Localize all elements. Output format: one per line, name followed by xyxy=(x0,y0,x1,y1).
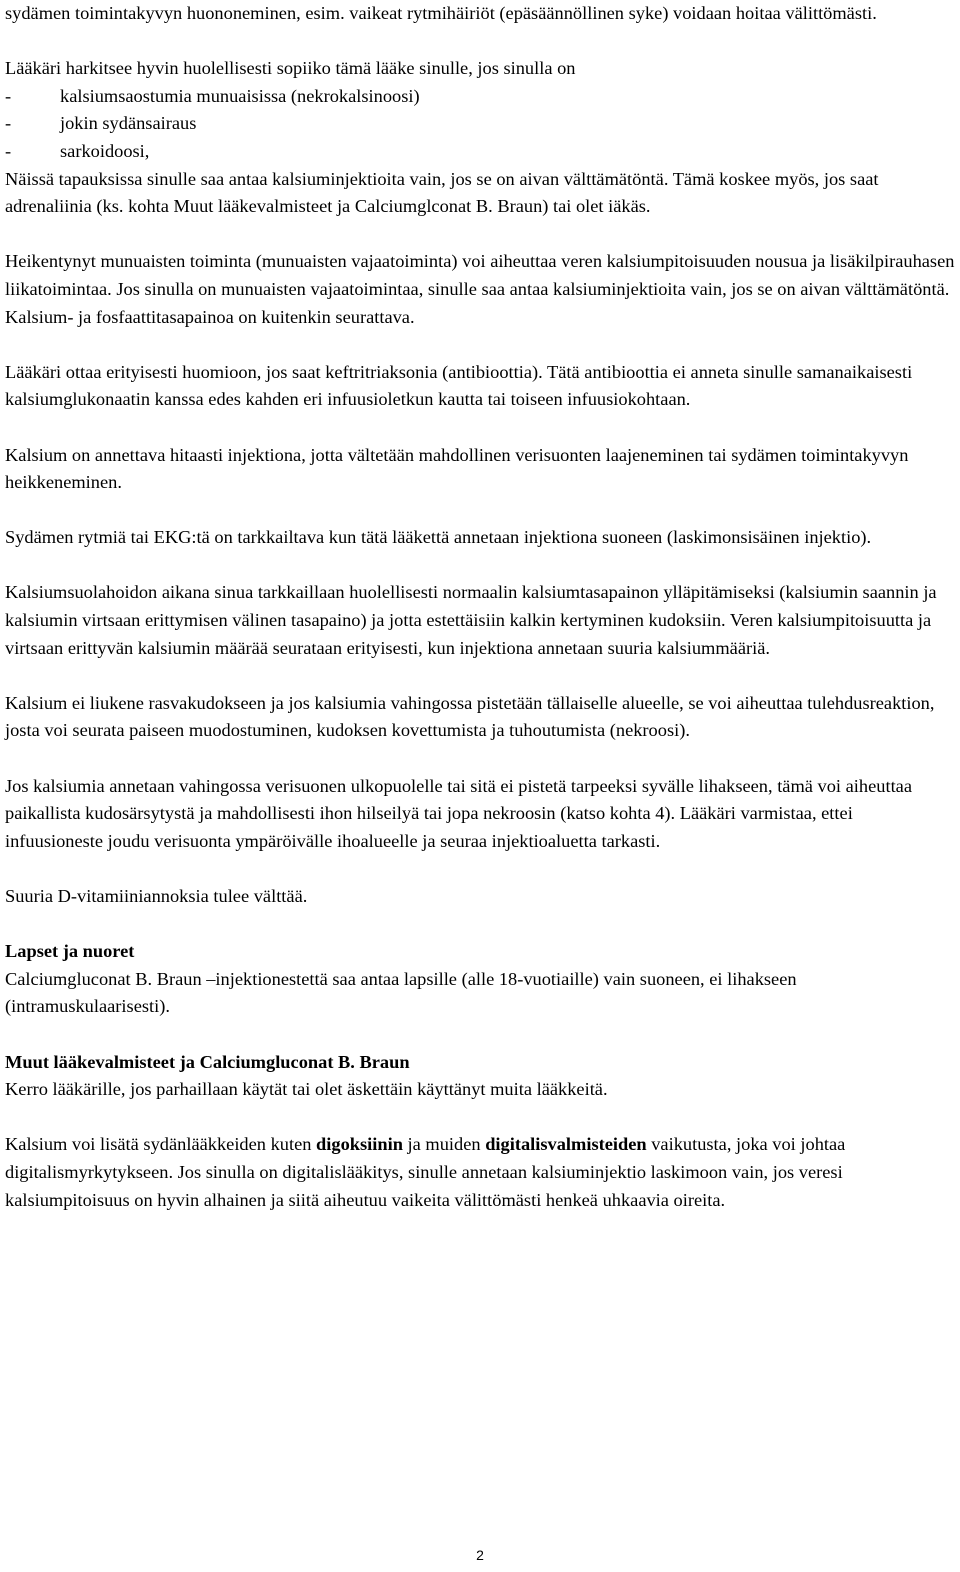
page-number: 2 xyxy=(476,1547,484,1563)
paragraph-digitalis xyxy=(5,1131,955,1214)
paragraph-ceftriaxone: Lääkäri ottaa erityisesti huomioon, jos saat keftritriaksonia (antibioottia). Tätä antibioottia ei anneta sinulle samanaikaisesti kalsiumglukonaatin kanssa edes kahden eri infuusioletkun kautta tai toiseen infuusiokohtaan. xyxy=(5,361,913,410)
list-item xyxy=(5,138,955,166)
digoxin-term: digoksiinin xyxy=(316,1134,403,1155)
children-text: Calciumgluconat B. Braun –injektionestettä saa antaa lapsille (alle 18-vuotiaille) vain suoneen, ei lihakseen (intramuskulaarisesti). xyxy=(5,968,797,1017)
paragraph-extravasation: Jos kalsiumia annetaan vahingossa verisuonen ulkopuolelle tai sitä ei pistetä tarpeeksi syvälle lihakseen, tämä voi aiheuttaa paikallista kudosärsytystä ja mahdollisesti ihon hilseilyä tai jopa nekroosin (katso kohta 4). Lääkäri varmistaa, ettei infuusioneste joudu verisuonta ympäröivälle ihoalueelle ja seuraa injektioaluetta tarkasti. xyxy=(5,775,913,851)
paragraph-calcium-balance: Kalsiumsuolahoidon aikana sinua tarkkaillaan huolellisesti normaalin kalsiumtasapainon ylläpitämiseksi (kalsiumin saannin ja kalsiumin virtsaan erittymisen välinen tasapaino) ja jotta estettäisiin kalkin kertyminen kudoksiin. Veren kalsiumpitoisuutta ja virtsaan erittyvän kalsiumin määrää seurataan erityisesti, kun injektiona annetaan suuria kalsiummääriä. xyxy=(5,582,937,658)
digitalis-text-part: Kalsium voi lisätä sydänlääkkeiden kuten xyxy=(5,1134,317,1155)
digitalis-text-part: vaikutusta, joka voi johtaa digitalismyrkytykseen. Jos sinulla on digitalislääkitys, sinulle annetaan kalsiuminjektio laskimoon vain, jos veresi kalsiumpitoisuus on hyvin alhainen ja siitä aiheutuu vaikeita välittömästi henkeä uhkaavia oireita. xyxy=(5,1134,846,1210)
paragraph-ecg-monitoring: Sydämen rytmiä tai EKG:tä on tarkkailtava kun tätä lääkettä annetaan injektiona suoneen (laskimonsisäinen injektio). xyxy=(5,527,872,548)
children-section xyxy=(5,938,955,1021)
list-item-text: kalsiumsaostumia munuaisissa (nekrokalsinoosi) xyxy=(60,85,420,106)
paragraph-arrhythmia-continuation: sydämen toimintakyvyn huononeminen, esim. vaikeat rytmihäiriöt (epäsäännöllinen syke) voidaan hoitaa välittömästi. xyxy=(5,3,877,23)
list-marker: - xyxy=(5,85,12,106)
precautions-intro: Lääkäri harkitsee hyvin huolellisesti sopiiko tämä lääke sinulle, jos sinulla on xyxy=(5,58,576,79)
list-item xyxy=(5,83,955,111)
paragraph-fat-tissue: Kalsium ei liukene rasvakudokseen ja jos kalsiumia vahingossa pistetään tällaiselle alueelle, se voi aiheuttaa tulehdusreaktion, josta voi seurata paiseen muodostuminen, kudoksen kovettumista ja tuhoutumista (nekroosi). xyxy=(5,692,935,741)
section-heading-children: Lapset ja nuoret xyxy=(5,941,135,962)
section-heading-other-medicines: Muut lääkevalmisteet ja Calciumgluconat B. Braun xyxy=(5,1051,410,1072)
list-marker: - xyxy=(5,113,12,134)
list-item-text: sarkoidoosi, xyxy=(60,140,150,161)
list-item-text: jokin sydänsairaus xyxy=(60,113,197,134)
document-page xyxy=(5,0,955,1214)
list-item xyxy=(5,110,955,138)
paragraph-slow-injection: Kalsium on annettava hitaasti injektiona, jotta vältetään mahdollinen verisuonten laajeneminen tai sydämen toimintakyvyn heikkeneminen. xyxy=(5,444,909,493)
precautions-section xyxy=(5,55,955,221)
other-medicines-section xyxy=(5,1049,955,1104)
paragraph-vitamin-d: Suuria D-vitamiiniannoksia tulee välttää. xyxy=(5,886,308,906)
other-medicines-text: Kerro lääkärille, jos parhaillaan käytät tai olet äskettäin käyttänyt muita lääkkeitä. xyxy=(5,1079,608,1100)
precautions-outro: Näissä tapauksissa sinulle saa antaa kalsiuminjektioita vain, jos se on aivan välttämätöntä. Tämä koskee myös, jos saat adrenaliinia (ks. kohta Muut lääkevalmisteet ja Calciumglconat B. Braun) tai olet iäkäs. xyxy=(5,168,879,217)
paragraph-kidney-function: Heikentynyt munuaisten toiminta (munuaisten vajaatoiminta) voi aiheuttaa veren kalsiumpitoisuuden nousua ja lisäkilpirauhasen liikatoimintaa. Jos sinulla on munuaisten vajaatoimintaa, sinulle saa antaa kalsiuminjektioita vain, jos se on aivan välttämätöntä. Kalsium- ja fosfaattitasapainoa on kuitenkin seurattava. xyxy=(5,251,955,327)
list-marker: - xyxy=(5,140,12,161)
digitalis-preparations-term: digitalisvalmisteiden xyxy=(485,1134,647,1155)
digitalis-text-part: ja muiden xyxy=(402,1134,486,1155)
